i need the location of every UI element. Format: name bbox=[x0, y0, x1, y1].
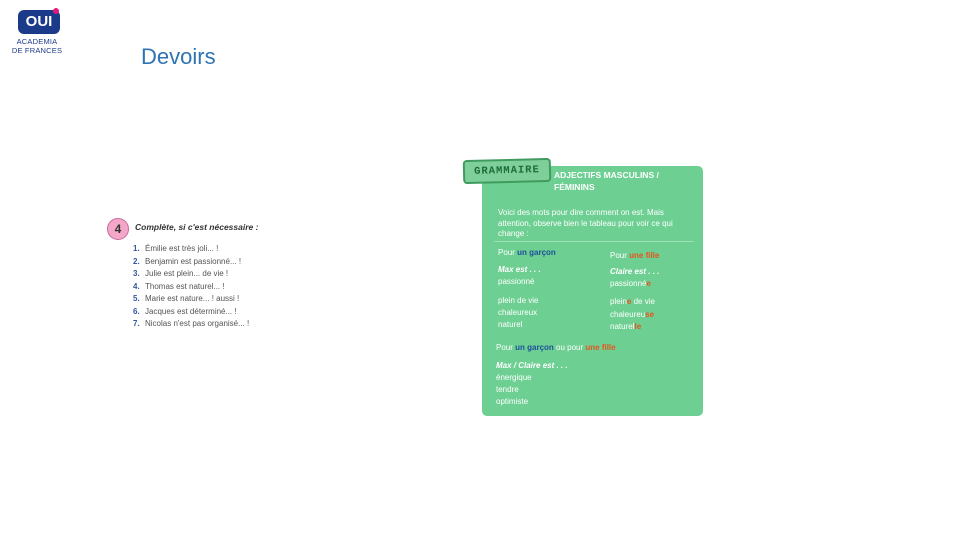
exercise-item: 7. Nicolas n'est pas organisé... ! bbox=[133, 319, 250, 328]
girl-adjective-3: chaleureuse bbox=[610, 310, 655, 319]
exercise-number-badge: 4 bbox=[107, 218, 129, 240]
grammar-card bbox=[482, 166, 703, 416]
boy-adjective-4: naturel bbox=[498, 320, 523, 329]
slide-title: Devoirs bbox=[141, 44, 216, 69]
logo-text-line2: DE FRANCES bbox=[11, 46, 63, 55]
exercise-block bbox=[107, 218, 307, 358]
logo-badge: OUI bbox=[18, 10, 60, 34]
invariable-adjective-2: tendre bbox=[496, 385, 519, 394]
exercise-item: 3. Julie est plein... de vie ! bbox=[133, 269, 229, 278]
boy-column-header: Pour un garçon bbox=[498, 248, 556, 257]
girl-adjective-1: passionnée bbox=[610, 279, 651, 288]
exercise-item: 4. Thomas est naturel... ! bbox=[133, 281, 225, 291]
invariable-adjective-3: optimiste bbox=[496, 397, 529, 406]
grammar-intro: Voici des mots pour dire comment on est. Mais attention, observe bien le tableau pour voir ce qui change : bbox=[498, 208, 673, 238]
boy-adjective-3: chaleureux bbox=[498, 308, 538, 317]
exercise-item: 1. Émilie est très joli... ! bbox=[133, 244, 219, 253]
academy-logo bbox=[8, 8, 66, 58]
girl-name-label: Claire est . . . bbox=[610, 267, 660, 276]
exercise-item: 5. Marie est nature... ! aussi ! bbox=[133, 294, 240, 303]
girl-column-header: Pour une fille bbox=[610, 251, 660, 260]
grammar-tag: GRAMMAIRE bbox=[463, 158, 552, 184]
invariable-adjective-1: énergique bbox=[496, 373, 532, 382]
exercise-list bbox=[133, 243, 249, 331]
grammar-heading-line2: FÉMININS bbox=[554, 182, 595, 192]
both-name-label: Max / Claire est . . . bbox=[496, 361, 568, 370]
exercise-item: 6. Jacques est déterminé... ! bbox=[133, 306, 237, 316]
exercise-item: 2. Benjamin est passionné... ! bbox=[133, 256, 242, 266]
boy-name-label: Max est . . . bbox=[498, 265, 541, 274]
girl-adjective-2: pleine de vie bbox=[610, 297, 655, 306]
grammar-heading-line1: ADJECTIFS MASCULINS / bbox=[554, 170, 659, 180]
boy-adjective-2: plein de vie bbox=[498, 296, 539, 305]
boy-adjective-1: passionné bbox=[498, 277, 535, 286]
logo-dot bbox=[53, 8, 59, 14]
girl-adjective-4: naturelle bbox=[610, 322, 642, 331]
exercise-instruction: Complète, si c'est nécessaire : bbox=[135, 222, 259, 232]
both-genders-header: Pour un garçon ou pour une fille bbox=[496, 343, 616, 352]
divider bbox=[494, 241, 694, 242]
logo-text-line1: ACADEMIA bbox=[16, 37, 58, 46]
